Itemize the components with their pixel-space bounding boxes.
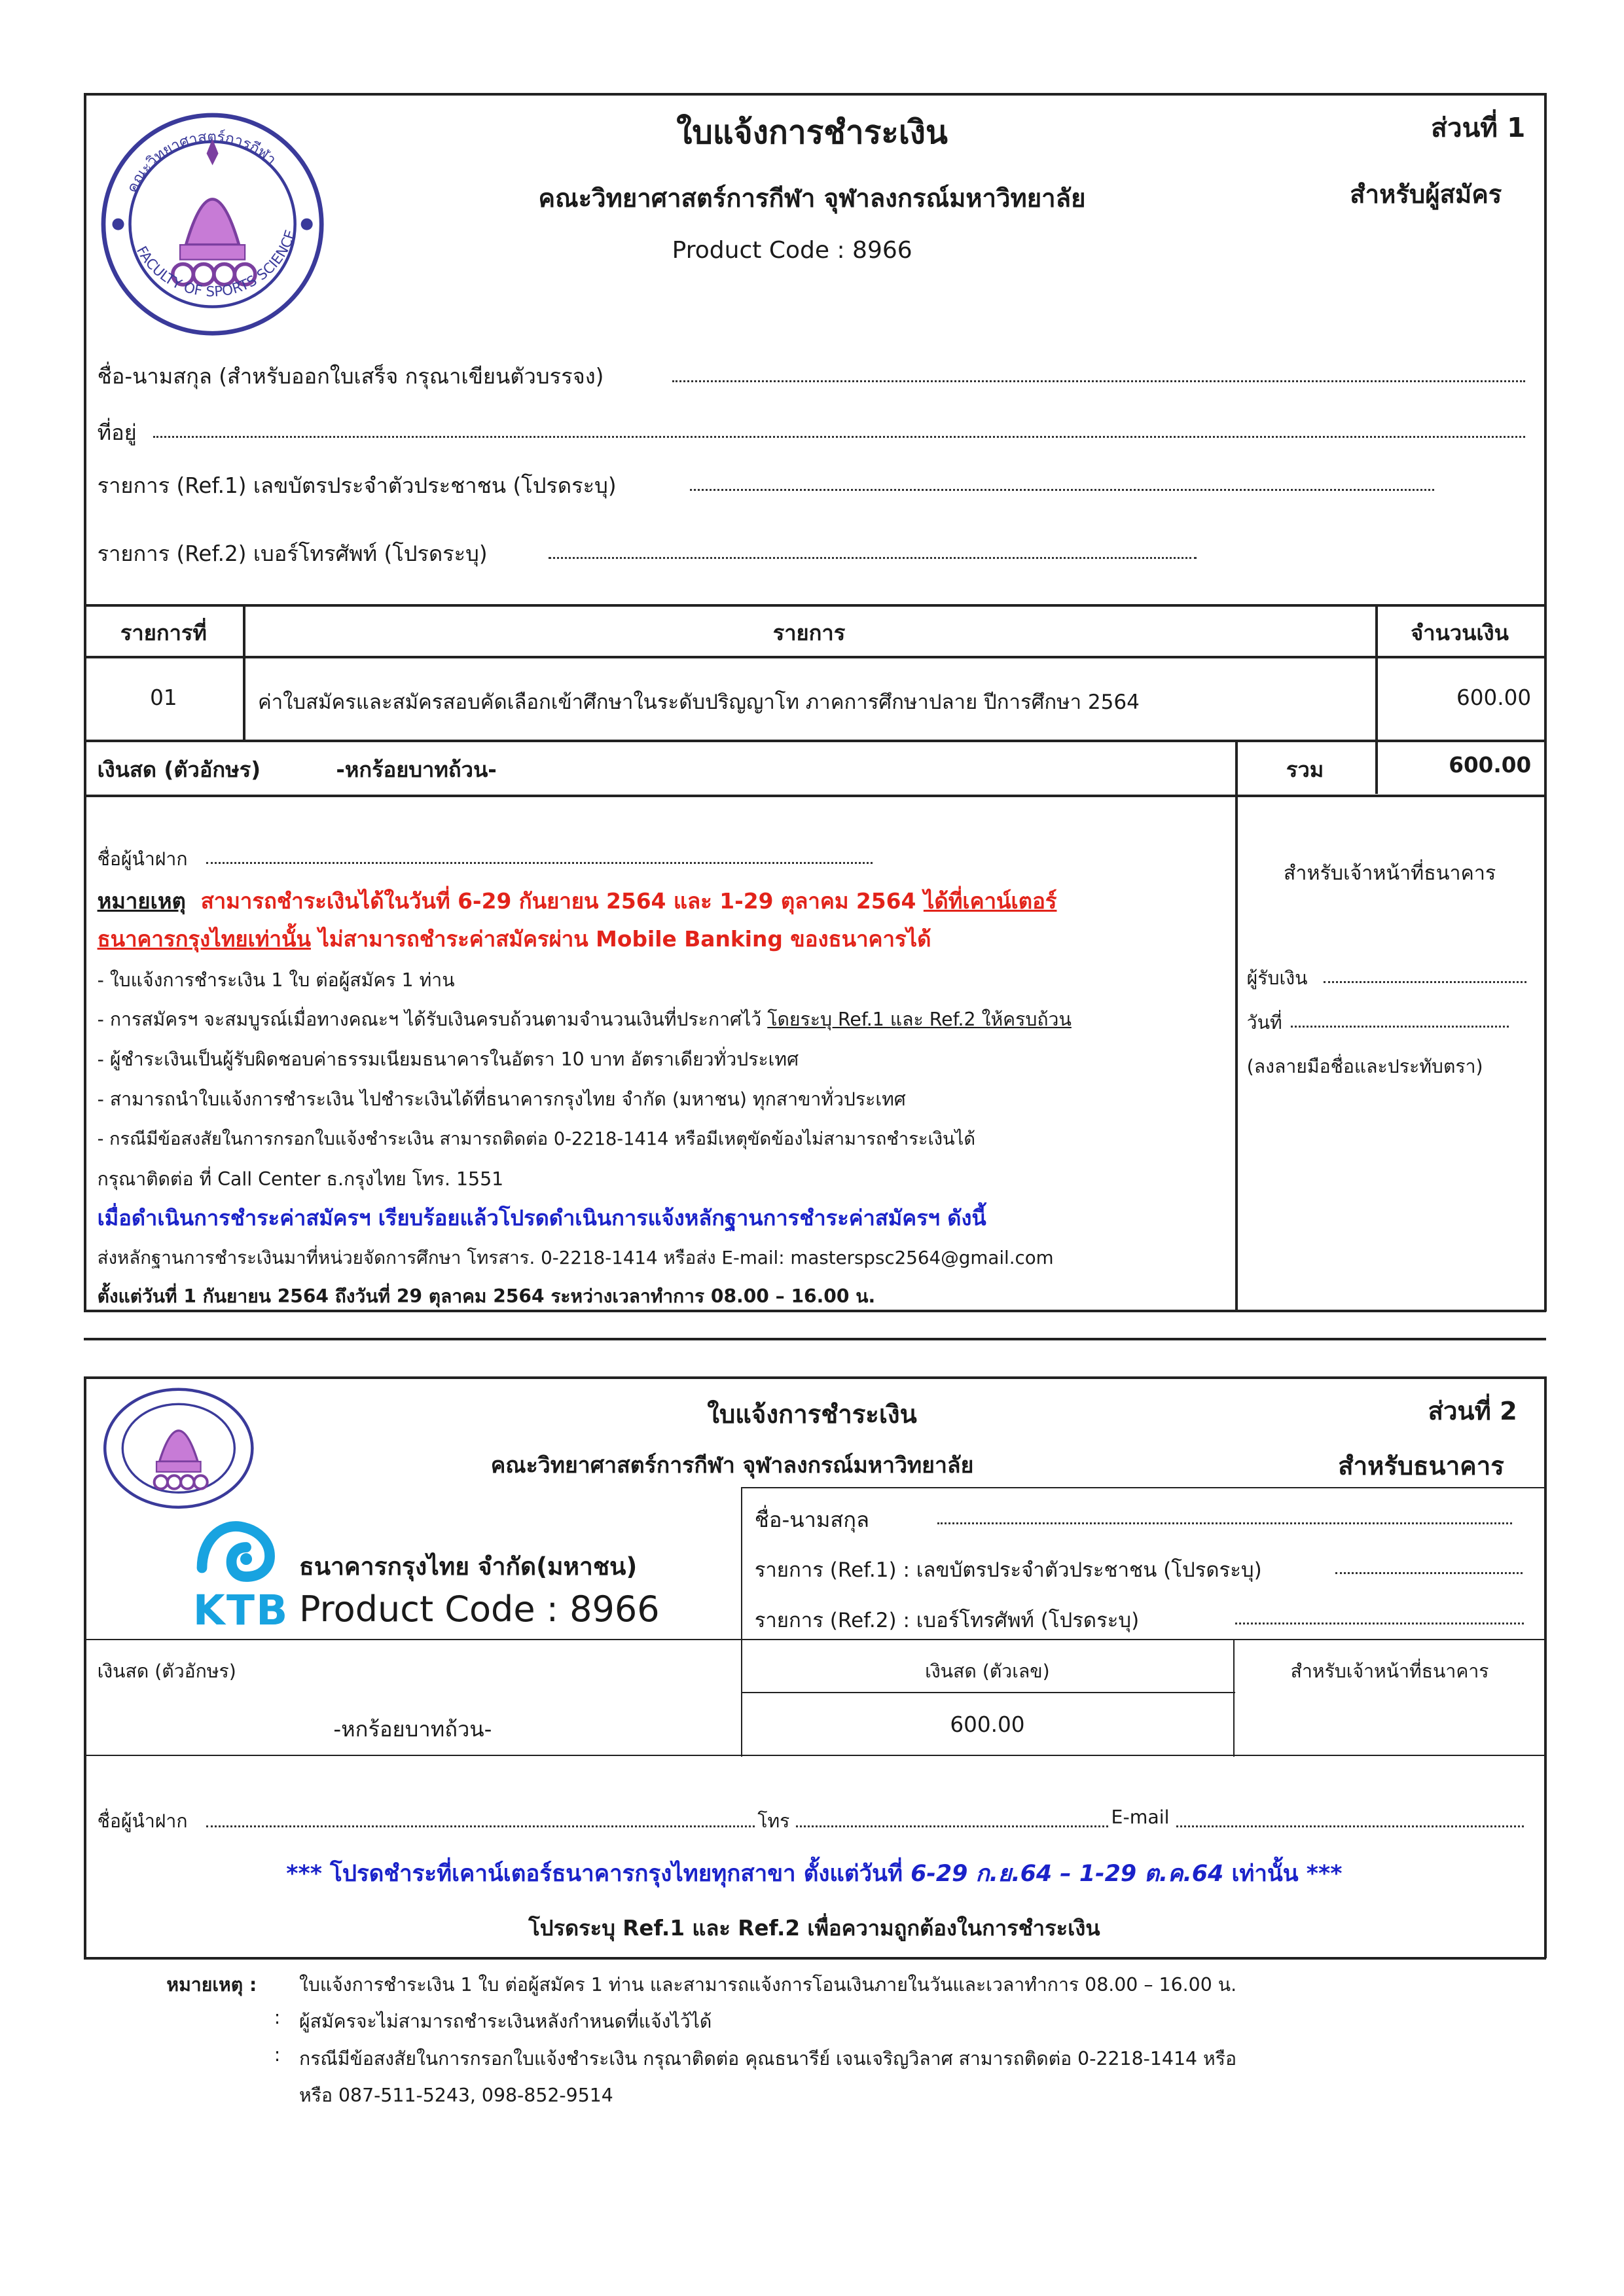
- part1-faculty: คณะวิทยาศาสตร์การกีฬา จุฬาลงกรณ์มหาวิทยาลัย: [538, 184, 1086, 214]
- bullet-3: - ผู้ชำระเงินเป็นผู้รับผิดชอบค่าธรรมเนียมธนาคารในอัตรา 10 บาท อัตราเดียวทั่วประเทศ: [97, 1049, 799, 1071]
- receiver-label: ผู้รับเงิน: [1246, 967, 1308, 990]
- part2-ref1-input[interactable]: [1335, 1572, 1523, 1574]
- part1-for-applicant: สำหรับผู้สมัคร: [1350, 179, 1502, 209]
- part2-section-label: ส่วนที่ 2: [1428, 1397, 1517, 1427]
- part2-name-input[interactable]: [937, 1522, 1512, 1524]
- part2-ref1-label: รายการ (Ref.1) : เลขบัตรประจำตัวประชาชน (โปรดระบุ): [754, 1558, 1262, 1582]
- part2-for-bank: สำหรับธนาคาร: [1338, 1451, 1504, 1481]
- ktb-wordmark: KTB: [192, 1585, 289, 1634]
- table-header-no: รายการที่: [120, 620, 207, 646]
- table-row-amount: 600.00: [1456, 685, 1532, 710]
- date-range-line: ตั้งแต่วันที่ 1 กันยายน 2564 ถึงวันที่ 29 ตุลาคม 2564 ระหว่างเวลาทำการ 08.00 – 16.00 น.: [97, 1285, 876, 1307]
- table-top-line: [84, 604, 1545, 607]
- bullet-4: - สามารถนำใบแจ้งการชำระเงิน ไปชำระเงินได้ที่ธนาคารกรุงไทย จำกัด (มหาชน) ทุกสาขาทั่วประเทศ: [97, 1088, 906, 1111]
- part1-ref1-input[interactable]: [690, 489, 1434, 491]
- part1-title: ใบแจ้งการชำระเงิน: [676, 113, 948, 152]
- part1-ref1-label: รายการ (Ref.1) เลขบัตรประจำตัวประชาชน (โปรดระบุ): [97, 473, 617, 498]
- part2-product-code: Product Code : 8966: [299, 1588, 660, 1630]
- part2-phone-label: โทร: [757, 1810, 790, 1833]
- part1-ref2-label: รายการ (Ref.2) เบอร์โทรศัพท์ (โปรดระบุ): [97, 541, 488, 566]
- part2-ref-notice: โปรดระบุ Ref.1 และ Ref.2 เพื่อความถูกต้องในการชำระเงิน: [528, 1916, 1100, 1941]
- cash-words-label: เงินสด (ตัวอักษร): [97, 757, 261, 783]
- total-label: รวม: [1286, 757, 1324, 783]
- footer-colon-2: :: [274, 2007, 281, 2029]
- part1-section-label: ส่วนที่ 1: [1431, 112, 1526, 144]
- footer-line-3: กรณีมีข้อสงสัยในการกรอกใบแจ้งชำระเงิน กรุณาติดต่อ คุณธนารีย์ เจนเจริญวิลาศ สามารถติดต่อ 0-2218-1414 หรือ: [299, 2047, 1236, 2070]
- footer-line-4: หรือ 087-511-5243, 098-852-9514: [299, 2084, 613, 2106]
- footer-label: หมายเหตุ :: [166, 1974, 257, 1996]
- part2-cash-bottom-line: [84, 1755, 1544, 1756]
- part2-info-bottom-line: [84, 1639, 1544, 1640]
- note-line-2: [98, 922, 931, 956]
- table-header-bottom-line: [84, 656, 1545, 658]
- part1-name-label: ชื่อ-นามสกุล (สำหรับออกใบเสร็จ กรุณาเขียนตัวบรรจง): [97, 364, 604, 389]
- note-red-2-underlined: ธนาคารกรุงไทยเท่านั้น: [97, 926, 311, 952]
- part1-product-code: Product Code : 8966: [672, 237, 912, 264]
- part2-cash-words-label: เงินสด (ตัวอักษร): [97, 1660, 236, 1682]
- part2-faculty: คณะวิทยาศาสตร์การกีฬา จุฬาลงกรณ์มหาวิทยาลัย: [490, 1452, 974, 1478]
- table-header-amount: จำนวนเงิน: [1411, 620, 1509, 646]
- ktb-bird-icon: [193, 1518, 279, 1583]
- part2-ref2-label: รายการ (Ref.2) : เบอร์โทรศัพท์ (โปรดระบุ): [754, 1608, 1140, 1632]
- part1-address-label: ที่อยู่: [97, 420, 137, 445]
- note-label: หมายเหตุ: [97, 888, 186, 914]
- part2-title: ใบแจ้งการชำระเงิน: [707, 1399, 917, 1429]
- note-red-2: ไม่สามารถชำระค่าสมัครผ่าน Mobile Banking ของธนาคารได้: [318, 926, 931, 952]
- depositor-input[interactable]: [206, 862, 873, 864]
- part2-cash-label-line: [741, 1692, 1235, 1693]
- cash-words-value: -หกร้อยบาทถ้วน-: [336, 757, 497, 783]
- table-total-divider: [1235, 740, 1238, 1310]
- bullet-2b: โดยระบุ Ref.1 และ Ref.2 ให้ครบถ้วน: [767, 1009, 1072, 1031]
- receiver-input[interactable]: [1324, 981, 1527, 983]
- part2-cash-words-value: -หกร้อยบาทถ้วน-: [333, 1717, 492, 1742]
- footer-line-2: ผู้สมัครจะไม่สามารถชำระเงินหลังกำหนดที่แจ้งไว้ได้: [299, 2011, 712, 2033]
- cut-separator: [84, 1338, 1545, 1340]
- blue-instruction: เมื่อดำเนินการชำระค่าสมัครฯ เรียบร้อยแล้วโปรดดำเนินการแจ้งหลักฐานการชำระค่าสมัครฯ ดังนี้: [97, 1205, 986, 1230]
- footer-line-1: ใบแจ้งการชำระเงิน 1 ใบ ต่อผู้สมัคร 1 ท่าน และสามารถแจ้งการโอนเงินภายในวันและเวลาทำการ 08.00 – 16.00 น.: [299, 1974, 1237, 1996]
- part1-address-input[interactable]: [153, 436, 1525, 438]
- note-red-1: สามารถชำระเงินได้ในวันที่ 6-29 กันยายน 2564 และ 1-29 ตุลาคม 2564: [200, 888, 916, 914]
- depositor-label: ชื่อผู้นำฝาก: [97, 848, 188, 870]
- part2-bottom-border: [84, 1957, 1545, 1960]
- table-total-bottom-line: [84, 795, 1545, 797]
- part2-name-label: ชื่อ-นามสกุล: [754, 1507, 869, 1533]
- part2-email-label: E-mail: [1111, 1806, 1170, 1829]
- total-value: 600.00: [1449, 753, 1532, 778]
- part2-cash-number-label: เงินสด (ตัวเลข): [925, 1660, 1050, 1682]
- part2-phone-input[interactable]: [796, 1825, 1108, 1827]
- part1-right-border: [1544, 93, 1547, 1312]
- part2-bank-officer-title: สำหรับเจ้าหน้าที่ธนาคาร: [1290, 1660, 1489, 1682]
- bank-officer-title: สำหรับเจ้าหน้าที่ธนาคาร: [1283, 862, 1496, 886]
- blue-notice-a: *** โปรดชำระที่เคาน์เตอร์ธนาคารกรุงไทยทุกสาขา ตั้งแต่วันที่: [286, 1860, 903, 1887]
- part1-name-input[interactable]: [672, 380, 1526, 382]
- blue-notice-c: เท่านั้น ***: [1231, 1860, 1343, 1887]
- part2-blue-notice: [84, 1856, 1544, 1892]
- bullet-5b: กรุณาติดต่อ ที่ Call Center ธ.กรุงไทย โทร. 1551: [97, 1168, 504, 1190]
- part2-depositor-label: ชื่อผู้นำฝาก: [97, 1810, 188, 1833]
- signature-label: (ลงลายมือชื่อและประทับตรา): [1246, 1056, 1483, 1078]
- note-line-1: [98, 884, 1057, 918]
- part1-top-border: [84, 93, 1545, 96]
- table-header-item: รายการ: [772, 620, 846, 646]
- table-row-bottom-line: [84, 740, 1545, 742]
- blue-notice-b: 6-29 ก.ย.64 – 1-29 ต.ค.64: [911, 1860, 1224, 1887]
- officer-date-input[interactable]: [1291, 1026, 1509, 1028]
- footer-colon-3: :: [274, 2043, 281, 2066]
- officer-date-label: วันที่: [1246, 1011, 1282, 1033]
- bullet-1: - ใบแจ้งการชำระเงิน 1 ใบ ต่อผู้สมัคร 1 ท่าน: [97, 969, 455, 991]
- part2-top-border: [84, 1376, 1545, 1379]
- note-red-1-underlined: ได้ที่เคาน์เตอร์: [923, 888, 1057, 914]
- part2-ref2-input[interactable]: [1235, 1623, 1524, 1624]
- bullet-2: [98, 1005, 1072, 1034]
- part1-ref2-input[interactable]: [549, 557, 1197, 559]
- svg-text:FACULTY OF SPORTS SCIENCE: FACULTY OF SPORTS SCIENCE: [132, 228, 299, 300]
- send-evidence-line: ส่งหลักฐานการชำระเงินมาที่หน่วยจัดการศึกษา โทรสาร. 0-2218-1414 หรือส่ง E-mail: masterspsc2564@gmail.com: [97, 1247, 1054, 1269]
- part2-depositor-input[interactable]: [206, 1825, 755, 1827]
- bank-name: ธนาคารกรุงไทย จำกัด(มหาชน): [299, 1552, 638, 1581]
- bullet-5: - กรณีมีข้อสงสัยในการกรอกใบแจ้งชำระเงิน สามารถติดต่อ 0-2218-1414 หรือมีเหตุขัดข้องไม่สามารถชำระเงินได้: [97, 1128, 976, 1149]
- part2-cash-number-value: 600.00: [950, 1712, 1025, 1738]
- part2-info-top-line: [741, 1487, 1544, 1488]
- part2-email-input[interactable]: [1176, 1825, 1524, 1827]
- table-row-no: 01: [150, 685, 177, 710]
- svg-text:คณะวิทยาศาสตร์การกีฬา: คณะวิทยาศาสตร์การกีฬา: [123, 128, 280, 196]
- part2-right-border: [1544, 1376, 1547, 1958]
- table-row-item: ค่าใบสมัครและสมัครสอบคัดเลือกเข้าศึกษาในระดับปริญญาโท ภาคการศึกษาปลาย ปีการศึกษา 2564: [257, 690, 1140, 714]
- bullet-2a: - การสมัครฯ จะสมบูรณ์เมื่อทางคณะฯ ได้รับเงินครบถ้วนตามจำนวนเงินที่ประกาศไว้: [97, 1009, 762, 1031]
